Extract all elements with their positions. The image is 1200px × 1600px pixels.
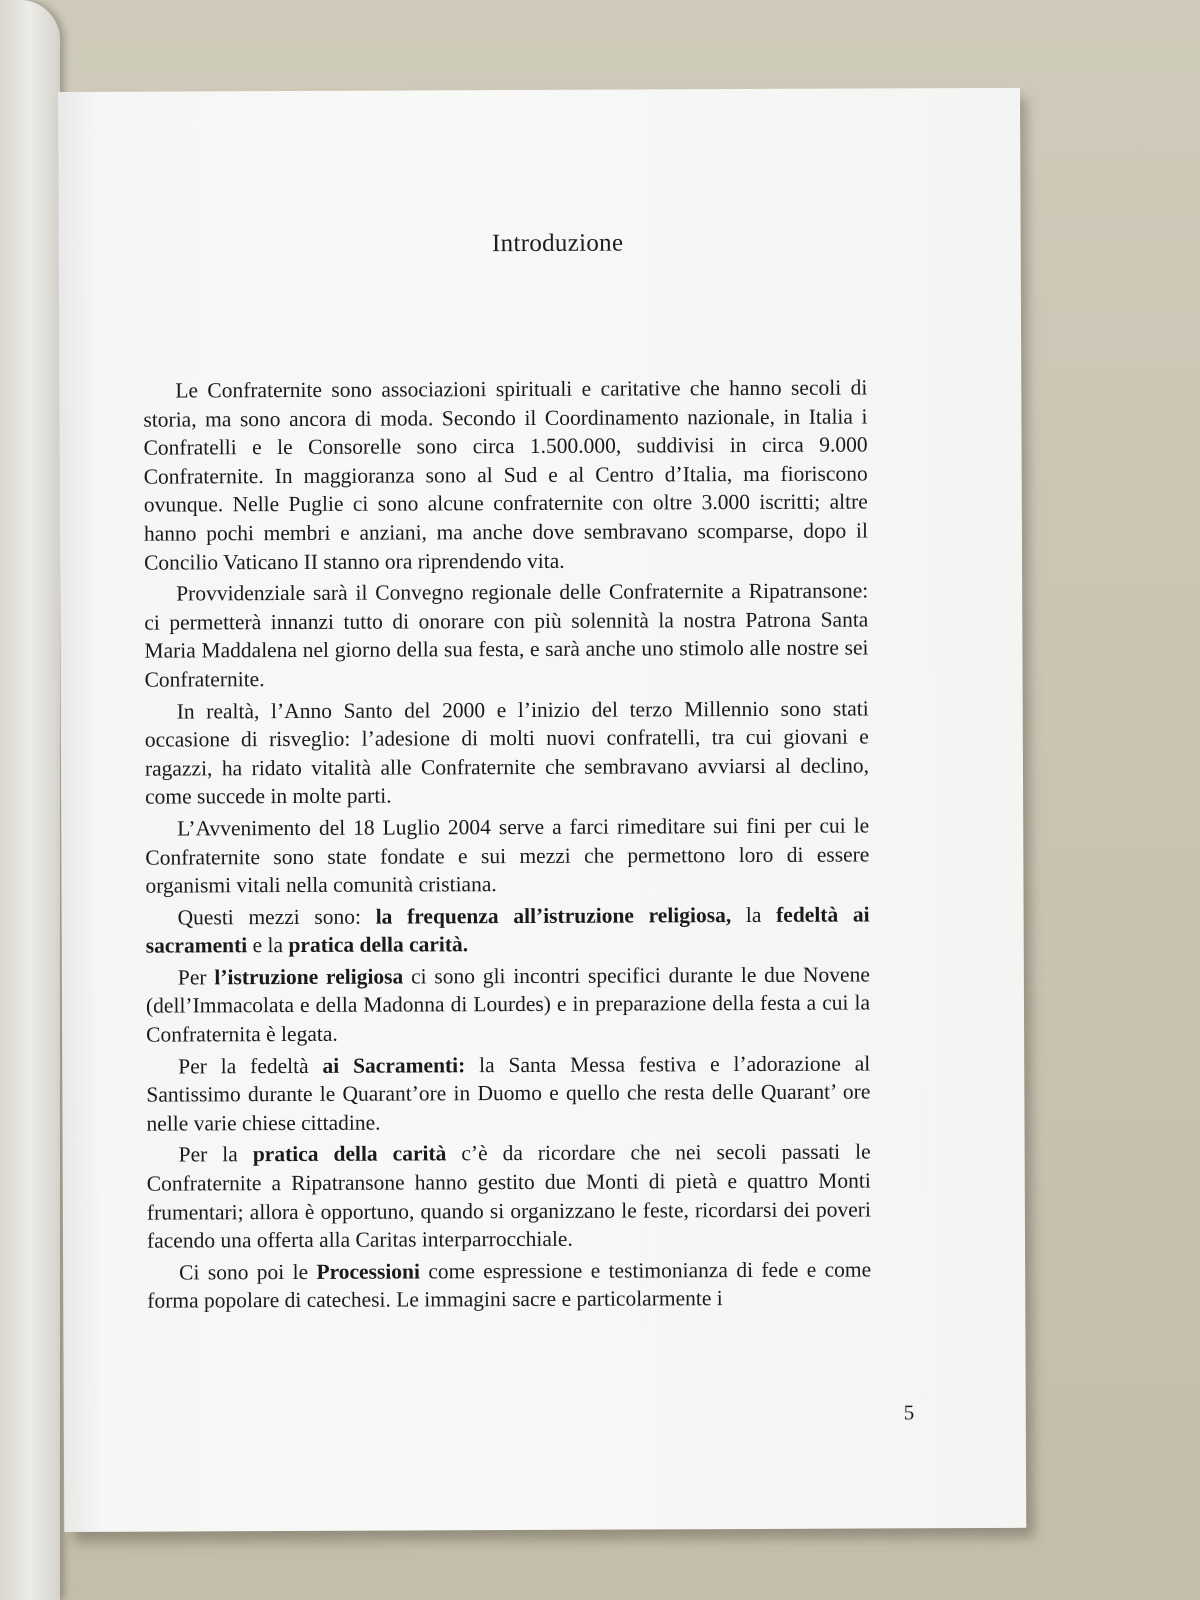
paragraph xyxy=(146,1049,870,1138)
paragraph xyxy=(144,577,868,695)
bold-phrase: ai Sacramenti: xyxy=(322,1052,466,1078)
paragraph xyxy=(145,694,869,812)
text-run: Provvidenziale sarà il Convegno regionale delle Confraternite a Ripatransone: ci permetterà innanzi tutto di onorare con più solennità la nostra Patrona Santa Maria Maddalena nel giorno della sua festa, e sarà anche uno stimolo alle nostre sei Confraternite. xyxy=(144,578,869,692)
text-run: Le Confraternite sono associazioni spirituali e caritative che hanno secoli di storia, ma sono ancora di moda. Secondo il Coordinamento nazionale, in Italia i Confratelli e le Consorelle sono circa 1.500.000, suddivisi in circa 9.000 Confraternite. In maggioranza sono al Sud e al Centro d’Italia, ma fioriscono ovunque. Nelle Puglie ci sono alcune confraternite con oltre 3.000 iscritti; altre hanno pochi membri e anziani, ma anche dove sembravano scomparse, dopo il Concilio Vaticano II stanno ora riprendendo vita. xyxy=(143,375,868,575)
text-run: ci sono gli incontri specifici durante le due Novene (dell’Immacolata e della Madonna di Lourdes) e in preparazione della festa a cui la Confraternita è legata. xyxy=(145,962,871,1047)
bold-phrase: pratica della carità xyxy=(252,1141,447,1167)
text-run: c’è da ricordare che nei secoli passati le Confraternite a Ripatransone hanno gestito due Monti di pietà e quattro Monti frumentari; allora è opportuno, quando si organizzano le feste, ricordarsi dei poveri facendo una offerta alla Caritas interparrocchiale. xyxy=(146,1139,871,1253)
paragraph xyxy=(145,811,869,900)
text-run: Per la xyxy=(178,1142,253,1167)
text-run: la xyxy=(731,902,777,927)
text-run: Questi mezzi sono: xyxy=(177,904,376,930)
bold-phrase: la frequenza all’istruzione religiosa, xyxy=(375,902,732,929)
text-run: Per la fedeltà xyxy=(178,1053,323,1079)
text-run: la Santa Messa festiva e l’adorazione al Santissimo durante le Quarant’ore in Duomo e quello che resta delle Quarant’ ore nelle varie chiese cittadine. xyxy=(146,1051,871,1136)
text-run: Per xyxy=(177,965,215,990)
paragraph xyxy=(147,1138,871,1256)
text-run: e la xyxy=(247,933,289,958)
facing-page-edge xyxy=(0,0,60,1600)
text-run: L’Avvenimento del 18 Luglio 2004 serve a farci rimeditare sui fini per cui le Confraternite sono state fondate e sui mezzi che permettono loro di essere organismi vitali nella comunità cristiana. xyxy=(145,813,870,898)
paragraph xyxy=(147,1255,871,1315)
text-run: come espressione e testimonianza di fede e come forma popolare di catechesi. Le immagini sacre e particolarmente i xyxy=(147,1257,872,1314)
bold-phrase: Processioni xyxy=(316,1259,421,1284)
paragraph xyxy=(143,373,868,576)
page-title: Introduzione xyxy=(491,229,624,258)
paragraph xyxy=(146,960,870,1049)
book-page xyxy=(58,88,1026,1532)
paragraph xyxy=(146,900,870,960)
text-run: In realtà, l’Anno Santo del 2000 e l’inizio del terzo Millennio sono stati occasione di risveglio: l’adesione di molti nuovi confratelli, tra cui giovani e ragazzi, ha ridato vitalità alle Confraternite che sembravano avviarsi al declino, come succede in molte parti. xyxy=(144,695,869,809)
bold-phrase: l’istruzione religiosa xyxy=(214,964,404,990)
page-number: 5 xyxy=(903,1400,915,1425)
body-text xyxy=(143,373,871,1315)
text-run: Ci sono poi le xyxy=(179,1259,317,1285)
bold-phrase: fedeltà ai sacramenti xyxy=(145,902,870,958)
bold-phrase: pratica della carità. xyxy=(288,932,469,958)
